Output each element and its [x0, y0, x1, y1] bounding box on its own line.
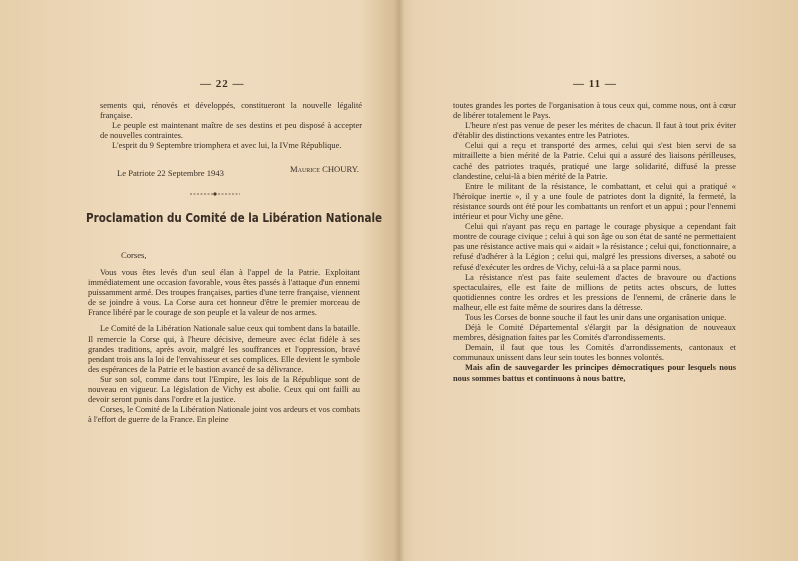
- paragraph: Celui qui n'ayant pas reçu en partage le courage physique a cependant fait montre de courage civique ; celui à qui son âge ou son état de santé ne permettaient pas une résistance active mais qui « aidait » la résistance ; celui qui, fonctionnaire, a refusé d'adhérer à la Légion ; celui qui, malgré les pressions diverses, a saboté ou refusé d'exécuter les ordres de Vichy, celui-là a sa place parmi nous.: [453, 222, 736, 272]
- left-top-text: [100, 101, 362, 151]
- paragraph: L'esprit du 9 Septembre triomphera et avec lui, la IVme République.: [112, 141, 342, 151]
- paragraph: Déjà le Comité Départemental s'élargit par la désignation de nouveaux membres, désignation faites par les Comités d'arrondissements.: [453, 323, 736, 343]
- paragraph: Demain, il faut que tous les Comités d'arrondissements, cantonaux et communaux unissent dans leur sein toutes les bonnes volontés.: [453, 343, 736, 363]
- proclamation-body: [88, 268, 360, 425]
- paragraph: Le Comité de la Libération Nationale salue ceux qui tombent dans la bataille. Il remercie la Corse qui, à l'heure décisive, demeure avec éclat fidèle à ses grandes traditions, après avoir, malgré les souffrances et l'oppression, bravé pendant trois ans la loi de l'envahisseur et ses complices. Elle devient le symbole des espérances de la Patrie et le bastion avancé de sa délivrance.: [88, 324, 360, 374]
- right-body: [453, 101, 736, 384]
- paragraph: Mais afin de sauvegarder les principes démocratiques pour lesquels nous nous sommes battus et continuons à nous battre,: [453, 363, 736, 383]
- paragraph: toutes grandes les portes de l'organisation à tous ceux qui, comme nous, ont à cœur de libérer totalement le Pays.: [453, 101, 736, 121]
- left-page: [0, 0, 397, 561]
- paragraph: Entre le militant de la résistance, le combattant, et celui qui a pratiqué « l'héroïque inertie », il y a une foule de patriotes dont la dignité, la fermeté, la résistance sourds ont été pour les combattants un renfort et un appui ; pour l'ennemi intérieur et pour Vichy une gêne.: [453, 181, 736, 222]
- paragraph: Tous les Corses de bonne souche il faut les unir dans une organisation unique.: [465, 312, 727, 322]
- paragraph: Celui qui a reçu et transporté des armes, celui qui s'est bien servi de sa mitraillette a bien mérité de la Patrie. Celui qui a assuré des liaisons périlleuses, caché des patriotes traqués, pratiqué une large solidarité, diffusé la presse clandestine, celui-là a bien mérité de la Patrie.: [453, 141, 736, 181]
- signature: Maurice CHOURY.: [290, 164, 359, 174]
- signature-date: Le Patriote 22 Septembre 1943: [117, 168, 224, 178]
- paragraph: Le peuple est maintenant maître de ses destins et peu disposé à accepter de nouvelles contraintes.: [100, 121, 362, 141]
- ornament-divider-icon: [190, 191, 240, 197]
- paragraph: Sur son sol, comme dans tout l'Empire, les lois de la République sont de nouveau en vigueur. La législation de Vichy est abolie. Ceux qui ont failli au devoir seront punis dans l'ordre et la justice.: [88, 374, 360, 405]
- page-number: — 11 —: [573, 78, 617, 90]
- page-number: — 22 —: [200, 78, 245, 90]
- paragraph: sements qui, rénovés et développés, constitueront la nouvelle légalité française.: [100, 101, 362, 121]
- paragraph: La résistance n'est pas faite seulement d'actes de bravoure ou d'actions spectaculaires, elle est faite de millions de petits actes obscurs, de luttes quotidiennes contre les ordres et les pressions de l'ennemi, de crânerie dans le malheur, elle est faite même de sourires dans la détresse.: [453, 272, 736, 312]
- paragraph: L'heure n'est pas venue de peser les mérites de chacun. Il faut à tout prix éviter d'établir des distinctions vexantes entre les Patriotes.: [453, 121, 736, 141]
- paragraph: Corses, le Comité de la Libération Nationale joint vos ardeurs et vos combats à l'effort de guerre de la France. En pleine: [88, 405, 360, 425]
- paragraph: Vous vous êtes levés d'un seul élan à l'appel de la Patrie. Exploitant immédiatement une occasion favorable, vous êtes passés à l'attaque d'un ennemi puissamment armé. Des troupes françaises, parties d'une terre française, viennent de se joindre à vous. La Corse aura cet honneur d'être le premier morceau de France libéré par le courage de son peuple et la valeur de nos armes.: [88, 268, 360, 318]
- salutation: Corses,: [121, 250, 147, 260]
- proclamation-title: Proclamation du Comité de la Libération Nationale: [86, 210, 383, 225]
